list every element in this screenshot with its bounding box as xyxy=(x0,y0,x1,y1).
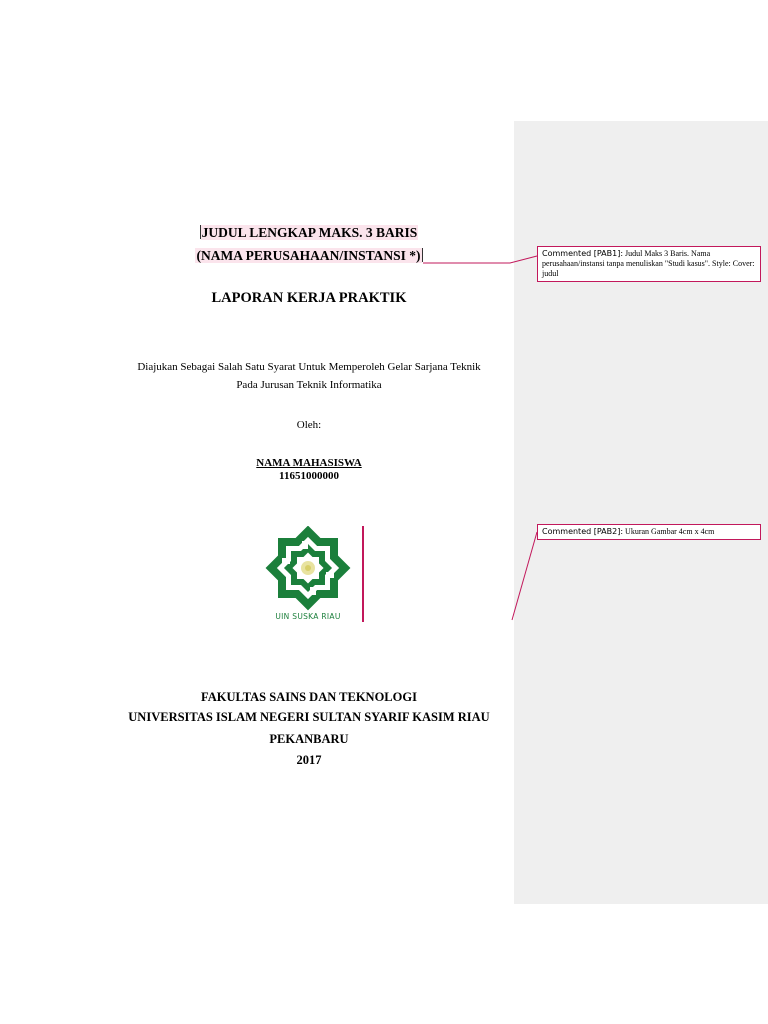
logo-caption: UIN SUSKA RIAU xyxy=(275,612,341,621)
image-selection-edge xyxy=(362,526,364,622)
university-name: UNIVERSITAS ISLAM NEGERI SULTAN SYARIF KASIM RIAU xyxy=(128,710,490,724)
comment-balloon-1[interactable] xyxy=(537,246,761,282)
student-name xyxy=(0,457,618,470)
comment-text: Ukuran Gambar 4cm x 4cm xyxy=(625,527,715,536)
title-line-2[interactable]: (NAMA PERUSAHAAN/INSTANSI *) xyxy=(196,248,421,263)
comment-label: Commented [PAB2]: xyxy=(542,527,624,536)
university-logo[interactable] xyxy=(256,526,360,622)
city-name: PEKANBARU xyxy=(269,732,349,746)
purpose-line-2: Pada Jurusan Teknik Informatika xyxy=(236,379,382,391)
logo-emblem-icon xyxy=(256,526,360,614)
student-name-text: NAMA MAHASISWA xyxy=(256,457,362,469)
year: 2017 xyxy=(296,753,322,767)
purpose-line-1: Diajukan Sebagai Salah Satu Syarat Untuk Memperoleh Gelar Sarjana Teknik xyxy=(137,361,481,373)
comment-text: Judul Maks 3 Baris. Nama perusahaan/instansi tanpa menuliskan "Studi kasus". Style: Cover: judul xyxy=(542,249,755,278)
by-label: Oleh: xyxy=(296,419,322,431)
comment-label: Commented [PAB1]: xyxy=(542,249,624,258)
report-type-heading: LAPORAN KERJA PRAKTIK xyxy=(211,290,407,306)
comment-balloon-2[interactable] xyxy=(537,524,761,540)
student-id: 11651000000 xyxy=(279,470,339,482)
faculty-name: FAKULTAS SAINS DAN TEKNOLOGI xyxy=(201,690,417,704)
title-line-1[interactable]: JUDUL LENGKAP MAKS. 3 BARIS xyxy=(201,225,418,240)
comment-anchor-end xyxy=(422,248,423,262)
